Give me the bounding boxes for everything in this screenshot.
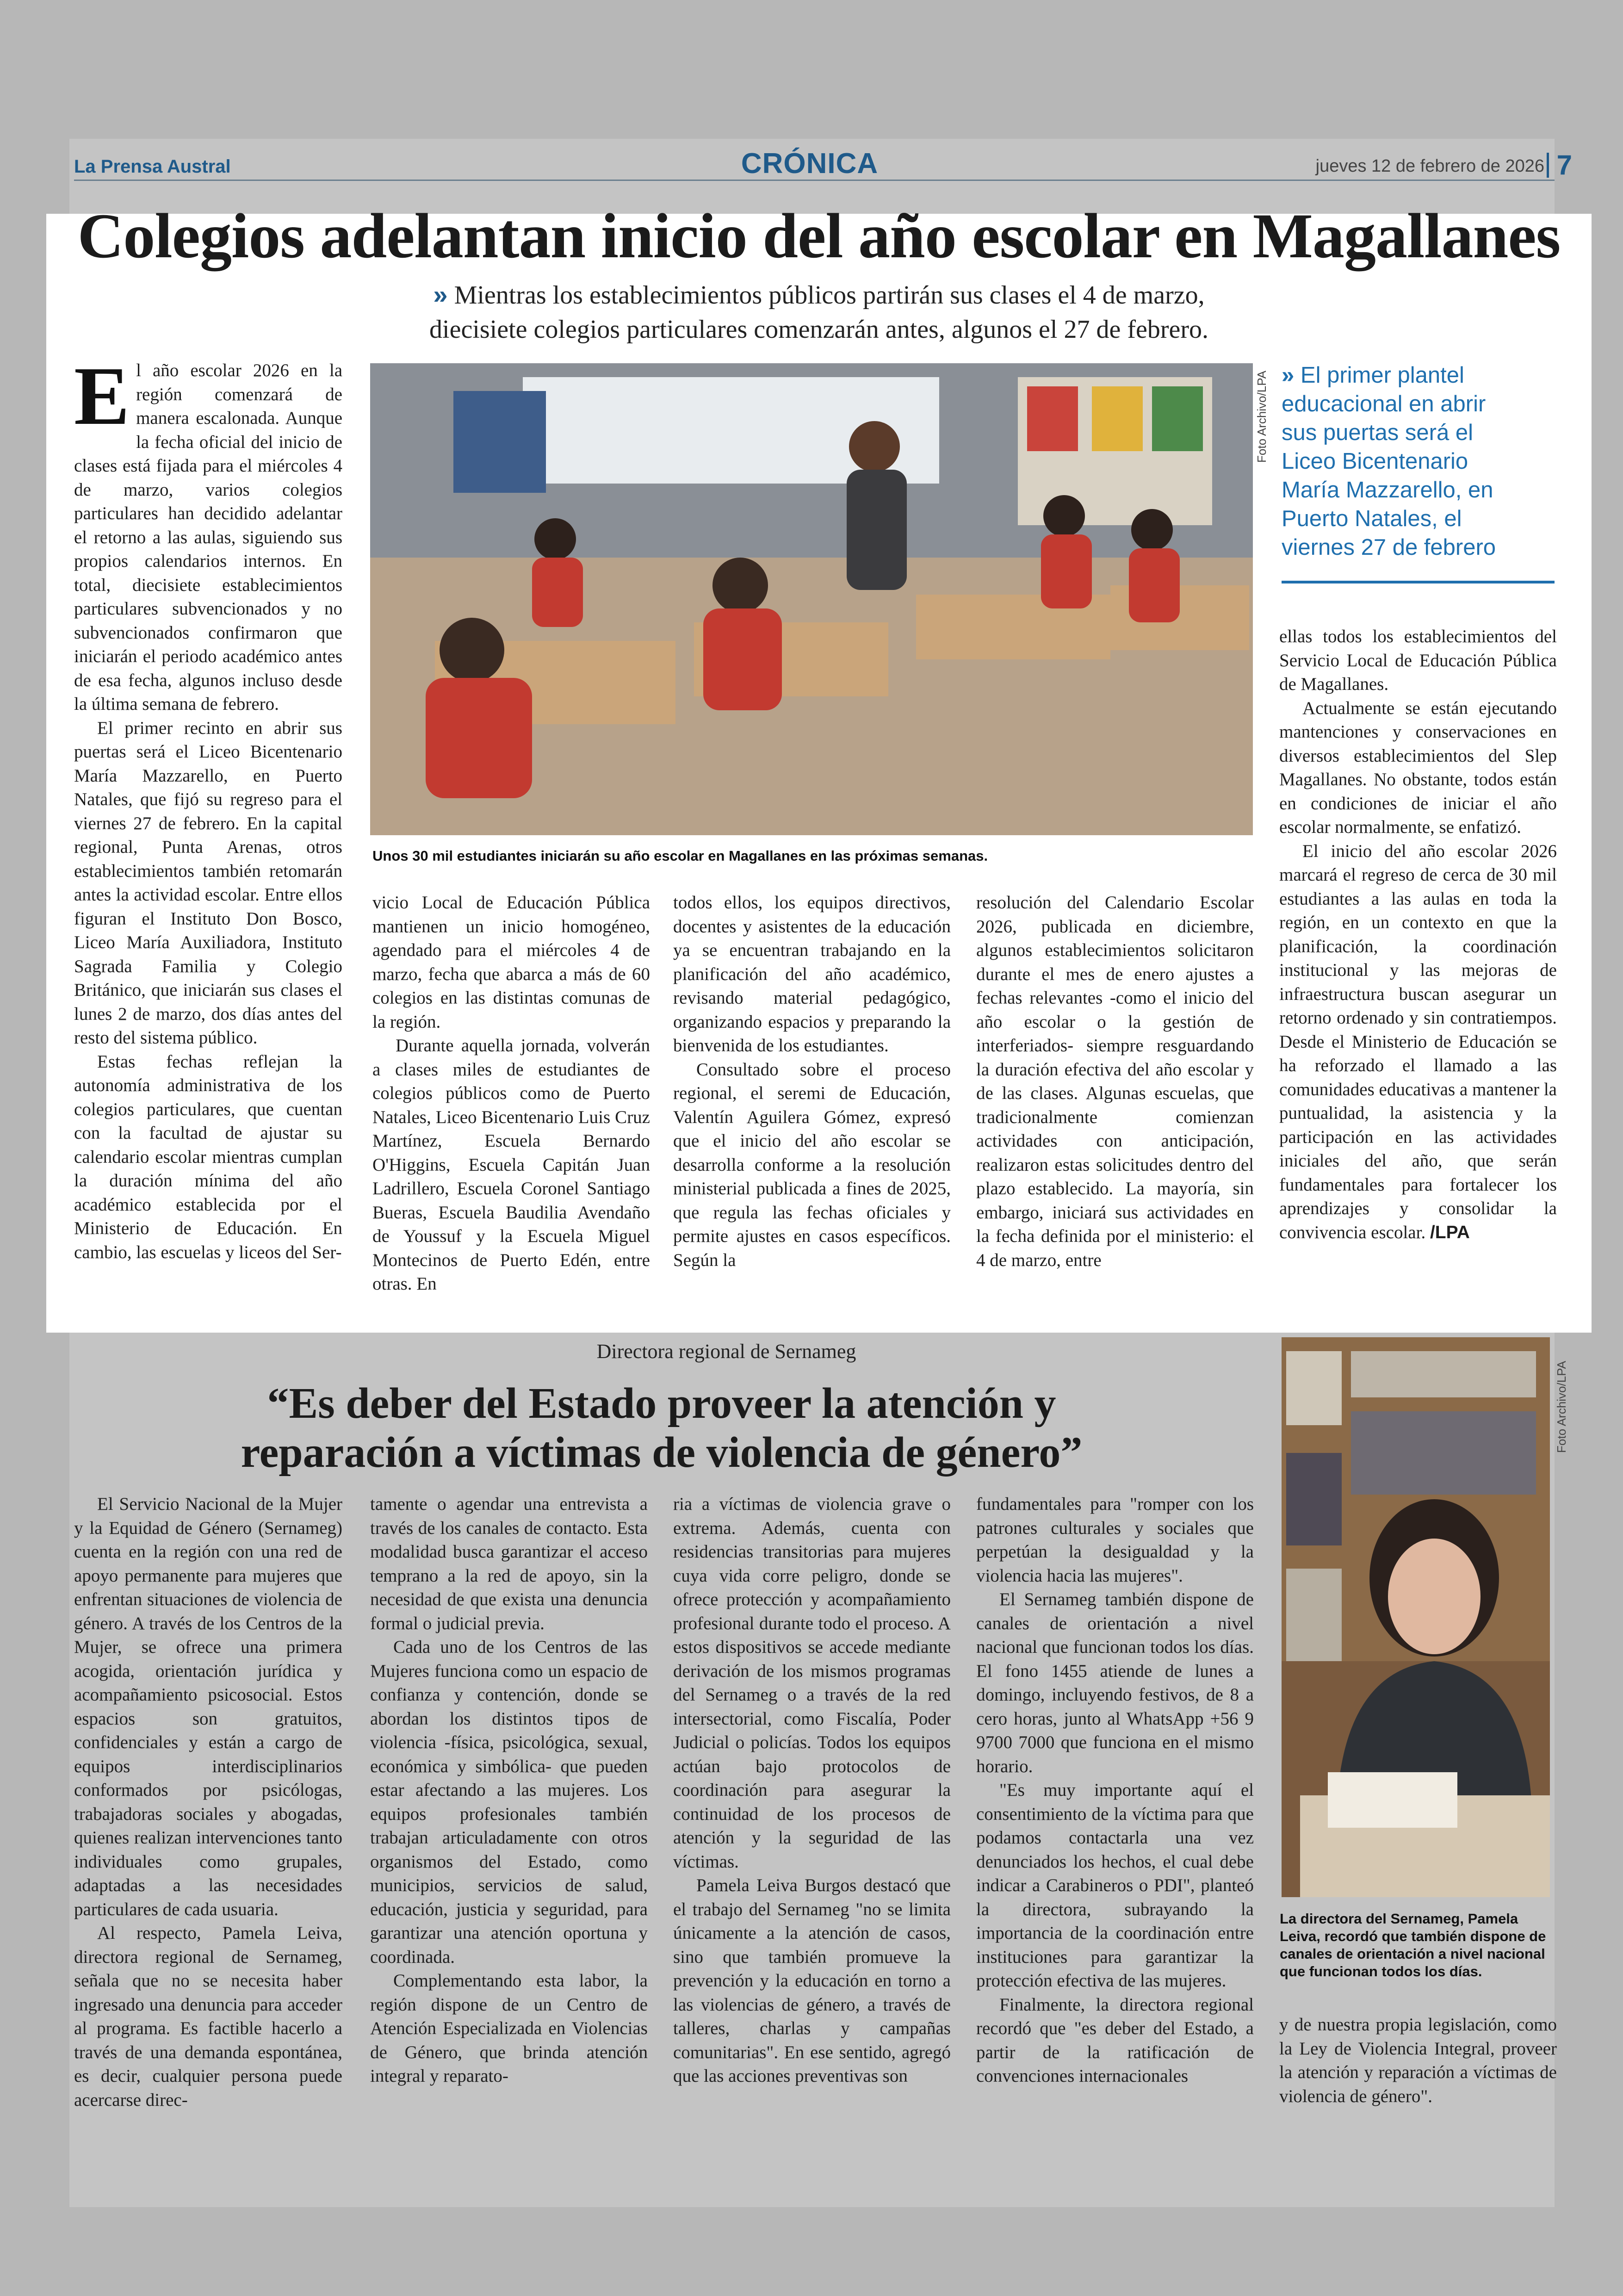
article1-column-3 [673, 891, 951, 1272]
headline-line-2: reparación a víctimas de violencia de género” [241, 1428, 1083, 1477]
issue-date: jueves 12 de febrero de 2026 [1315, 156, 1544, 176]
photo-caption: Unos 30 mil estudiantes iniciarán su año escolar en Magallanes en las próximas semanas. [372, 848, 988, 864]
pull-quote-text: El primer plantel educacional en abrir sus puertas será el Liceo Bicentenario María Mazzarello, en Puerto Natales, el viernes 27 de febrero [1282, 363, 1496, 560]
article2-column-5 [1279, 2013, 1557, 2108]
deck-line-2: diecisiete colegios particulares comenzarán antes, algunos el 27 de febrero. [429, 315, 1208, 344]
drop-cap: E [74, 350, 130, 442]
pull-quote-rule [1282, 581, 1555, 583]
paragraph: Durante aquella jornada, volverán a clases miles de estudiantes de colegios públicos como de Puerto Natales, Liceo Bicentenario Luis Cruz Martínez, Escuela Bernardo O'Higgins, Escuela Capitán Juan Ladrillero, Escuela Coronel Santiago Bueras, Escuela Baudilia Avendaño de Youssuf y la Escuela Miguel Montecinos de Puerto Edén, entre otras. En [372, 1036, 650, 1294]
classroom-illustration [370, 363, 1253, 835]
headline-line-1: “Es deber del Estado proveer la atención y [267, 1379, 1056, 1427]
paragraph: l año escolar 2026 en la región comenzará de manera escalonada. Aunque la fecha oficial del inicio de clases está fijada para el miércoles 4 de marzo, varios colegios particulares han decidido adelantar el retorno a las aulas, siguiendo sus propios calendarios internos. En total, diecisiete establecimientos particulares subvencionados y no subvencionados confirmaron que iniciarán el periodo académico antes de esa fecha, algunos incluso desde la última semana de febrero. [74, 360, 342, 714]
page-divider [1547, 153, 1549, 178]
article2-column-2 [370, 1492, 648, 2088]
paragraph: ria a víctimas de violencia grave o extrema. Además, cuenta con residencias transitorias para mujeres cuya vida corre peligro, donde se ofrece protección y acompañamiento profesional durante todo el proceso. A estos dispositivos se accede mediante derivación de los mismos programas del Sernameg o a través de la red intersectorial, como Fiscalía, Poder Judicial o policías. Todos los equipos actúan bajo protocolos de coordinación para asegurar la continuidad de los procesos de atención y la seguridad de las víctimas. [673, 1494, 951, 1872]
paragraph-text: El inicio del año escolar 2026 marcará el regreso de cerca de 30 mil estudiantes a las aulas en toda la región, en un contexto en que la planificación, la coordinación institucional y las mejoras de infraestructura buscan asegurar un retorno ordenado y sin contratiempos. Desde el Ministerio de Educación se ha reforzado el llamado a las comunidades educativas a mantener la puntualidad, la asistencia y la participación en las actividades iniciales del año, que serán fundamentales para fortalecer los aprendizajes y consolidar la convivencia escolar. [1279, 841, 1557, 1242]
paragraph: Consultado sobre el proceso regional, el seremi de Educación, Valentín Aguilera Gómez, expresó que el inicio del año escolar se desarrolla conforme a la resolución ministerial publicada a fines de 2025, que regula las fechas oficiales y permite ajustes en casos específicos. Según la [673, 1059, 951, 1270]
paragraph: El primer recinto en abrir sus puertas será el Liceo Bicentenario María Mazzarello, en Puerto Natales, que fijó su regreso para el viernes 27 de febrero. En la capital regional, Punta Arenas, otros establecimientos también retomarán antes la actividad escolar. Entre ellos figuran el Instituto Don Bosco, Liceo María Auxiliadora, Instituto Sagrada Familia y Colegio Británico, que iniciarán sus clases el lunes 2 de marzo, dos días antes del resto del sistema público. [74, 718, 342, 1048]
deck-line-1: Mientras los establecimientos públicos partirán sus clases el 4 de marzo, [454, 281, 1205, 310]
classroom-photo [370, 363, 1253, 835]
paragraph: Al respecto, Pamela Leiva, directora regional de Sernameg, señala que no se necesita haber ingresado una denuncia para acceder al programa. Es factible hacerlo a través de una demanda espontánea, es decir, cualquier persona puede acercarse direc- [74, 1923, 342, 2110]
paragraph: fundamentales para "romper con los patrones culturales y sociales que perpetúan la desigualdad y la violencia hacia las mujeres". [976, 1494, 1254, 1586]
paragraph: El Servicio Nacional de la Mujer y la Equidad de Género (Sernameg) cuenta en la región con una red de apoyo permanente para mujeres que enfrentan situaciones de violencia de género. A través de los Centros de la Mujer, se ofrece una primera acogida, orientación jurídica y acompañamiento psicosocial. Estos espacios son gratuitos, confidenciales y están a cargo de equipos interdisciplinarios conformados por psicólogas, trabajadoras sociales y abogadas, quienes realizan intervenciones tanto individuales como grupales, adaptadas a las necesidades particulares de cada usuaria. [74, 1494, 342, 1919]
section-title: CRÓNICA [741, 148, 879, 180]
paragraph: Pamela Leiva Burgos destacó que el trabajo del Sernameg "no se limita únicamente a la atención de casos, sino que también promueve la prevención y la educación en torno a las violencias de género, a través de talleres, charlas y campañas comunitarias". En ese sentido, agregó que las acciones preventivas son [673, 1875, 951, 2086]
photo-caption: La directora del Sernameg, Pamela Leiva, recordó que también dispone de canales de orientación a nivel nacional que funcionan todos los días. [1280, 1911, 1546, 1980]
director-portrait-illustration [1282, 1337, 1550, 1897]
article1-deck [324, 278, 1314, 347]
paragraph: y de nuestra propia legislación, como la Ley de Violencia Integral, proveer la atención y reparación a víctimas de violencia de género". [1279, 2015, 1557, 2106]
paragraph: Actualmente se están ejecutando mantenciones y conservaciones en diversos establecimientos del Slep Magallanes. No obstante, todos están en condiciones de iniciar el año escolar normalmente, se enfatizó. [1279, 698, 1557, 837]
article2-headline [139, 1379, 1184, 1477]
article1-column-2 [372, 891, 650, 1296]
photo-credit: Foto Archivo/LPA [1255, 371, 1269, 463]
article1-column-5 [1279, 625, 1557, 1244]
director-photo [1282, 1337, 1550, 1897]
header-rule [74, 180, 1555, 181]
chevron-right-icon: » [433, 280, 448, 309]
article1-column-4 [976, 891, 1254, 1272]
newspaper-brand: La Prensa Austral [74, 156, 231, 177]
paragraph: todos ellos, los equipos directivos, docentes y asistentes de la educación ya se encuentran trabajando en la planificación del año académico, revisando material pedagógico, organizando espacios y preparando la bienvenida de los estudiantes. [673, 893, 951, 1055]
paragraph: vicio Local de Educación Pública mantienen un inicio homogéneo, agendado para el miércoles 4 de marzo, fecha que abarca a más de 60 colegios en las distintas comunas de la región. [372, 893, 650, 1032]
paragraph: El Sernameg también dispone de canales de orientación a nivel nacional que funcionan todos los días. El fono 1455 atiende de lunes a domingo, incluyendo festivos, de 8 a cero horas, junto al WhatsApp +56 9 9700 7000 que funciona en el mismo horario. [976, 1589, 1254, 1776]
paragraph: Estas fechas reflejan la autonomía administrativa de los colegios particulares, que cuentan con la facultad de ajustar su calendario escolar mientras cumplan la duración mínima del año académico establecida por el Ministerio de Educación. En cambio, las escuelas y liceos del Ser- [74, 1051, 342, 1262]
article2-column-1 [74, 1492, 342, 2112]
paragraph: Cada uno de los Centros de las Mujeres funciona como un espacio de confianza y contención, donde se abordan los distintos tipos de violencia -física, psicológica, sexual, económica y simbólica- que pueden estar afectando a las mujeres. Los equipos profesionales también trabajan articuladamente con otros organismos del Estado, como municipios, servicios de salud, educación, justicia y seguridad, para garantizar una atención oportuna y coordinada. [370, 1637, 648, 1967]
paragraph: tamente o agendar una entrevista a través de los canales de contacto. Esta modalidad busca garantizar el acceso temprano a la red de apoyo, sin la necesidad de que exista una denuncia formal o judicial previa. [370, 1494, 648, 1633]
paragraph: resolución del Calendario Escolar 2026, publicada en diciembre, algunos establecimientos solicitaron durante el mes de enero ajustes a fechas relevantes -como el inicio del año escolar o la gestión de interferiados- siempre resguardando la duración efectiva del año escolar y de las clases. Algunas escuelas, que tradicionalmente comienzan actividades con anticipación, realizaron estas solicitudes dentro del plazo establecido. La mayoría, sin embargo, iniciará sus actividades en la fecha definida por el ministerio: el 4 de marzo, entre [976, 893, 1254, 1270]
article-signature: /LPA [1430, 1222, 1470, 1242]
paragraph: "Es muy importante aquí el consentimiento de la víctima para que podamos contactarla una vez denunciados los hechos, el cual debe indicar a Carabineros o PDI", planteó la directora, subrayando la importancia de la coordinación entre instituciones para garantizar la protección efectiva de las mujeres. [976, 1780, 1254, 1991]
chevron-right-icon: » [1282, 363, 1295, 388]
article2-column-3 [673, 1492, 951, 2088]
article1-headline: Colegios adelantan inicio del año escolar en Magallanes [77, 200, 1561, 271]
article2-column-4 [976, 1492, 1254, 2088]
article1-column-1 [74, 350, 342, 1264]
paragraph: ellas todos los establecimientos del Servicio Local de Educación Pública de Magallanes. [1279, 627, 1557, 694]
photo-credit: Foto Archivo/LPA [1555, 1361, 1568, 1453]
paragraph: Finalmente, la directora regional recordó que "es deber del Estado, a partir de la ratificación de convenciones internacionales [976, 1994, 1254, 2086]
paragraph: Complementando esta labor, la región dispone de un Centro de Atención Especializada en Violencias de Género, que brinda atención integral y reparato- [370, 1971, 648, 2086]
article2-kicker: Directora regional de Sernameg [596, 1340, 856, 1363]
page-number: 7 [1556, 149, 1572, 180]
paragraph [1279, 839, 1557, 1245]
pull-quote [1282, 361, 1522, 562]
